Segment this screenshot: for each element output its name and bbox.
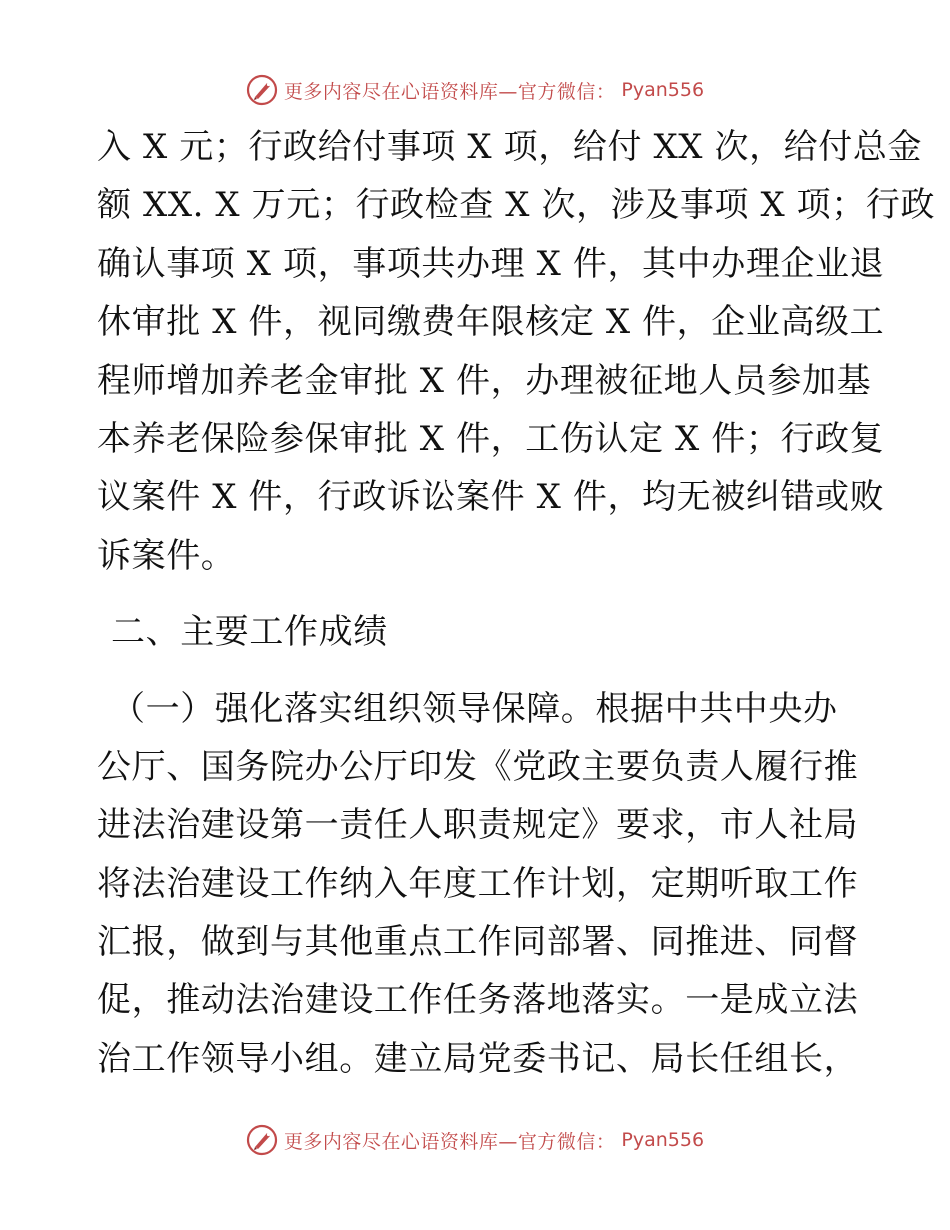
watermark-text: 更多内容尽在心语资料库—官方微信： — [283, 1130, 616, 1153]
text-line: 入 X 元；行政给付事项 X 项，给付 XX 次，给付总金 — [97, 127, 923, 167]
watermark-text: 更多内容尽在心语资料库—官方微信： — [283, 80, 616, 103]
text-line: 进法治建设第一责任人职责规定》要求，市人社局 — [97, 805, 859, 846]
pen-logo-icon — [246, 1124, 278, 1156]
text-line: 休审批 X 件，视同缴费年限核定 X 件，企业高级工 — [97, 302, 885, 343]
watermark-wechat-id: Pyan556 — [621, 1129, 705, 1151]
document-body — [97, 118, 936, 1088]
watermark-wechat-id: Pyan556 — [621, 79, 705, 101]
paragraph-1 — [97, 118, 936, 585]
text-line: 汇报，做到与其他重点工作同部署、同推进、同督 — [97, 922, 859, 963]
text-line: 程师增加养老金审批 X 件，办理被征地人员参加基 — [97, 360, 872, 401]
text-line: 额 XX. X 万元；行政检查 X 次，涉及事项 X 项；行政 — [97, 185, 936, 226]
text-line: 确认事项 X 项，事项共办理 X 件，其中办理企业退 — [97, 243, 885, 284]
text-line: 治工作领导小组。建立局党委书记、局长任组长， — [97, 1038, 859, 1079]
text-line: 本养老保险参保审批 X 件，工伤认定 X 件；行政复 — [97, 418, 885, 459]
pen-logo-icon — [246, 74, 278, 106]
footer-watermark — [0, 1120, 950, 1160]
text-line: （一）强化落实组织领导保障。根据中共中央办 — [111, 688, 838, 729]
paragraph-2 — [97, 680, 877, 1089]
section-heading: 二、主要工作成绩 — [111, 612, 388, 653]
text-line: 公厅、国务院办公厅印发《党政主要负责人履行推 — [97, 746, 859, 787]
text-line: 议案件 X 件，行政诉讼案件 X 件，均无被纠错或败 — [97, 477, 885, 518]
text-line: 促，推动法治建设工作任务落地落实。一是成立法 — [97, 980, 859, 1021]
text-line: 将法治建设工作纳入年度工作计划，定期听取工作 — [97, 863, 859, 904]
header-watermark — [0, 70, 950, 110]
text-line: 诉案件。 — [97, 535, 236, 576]
